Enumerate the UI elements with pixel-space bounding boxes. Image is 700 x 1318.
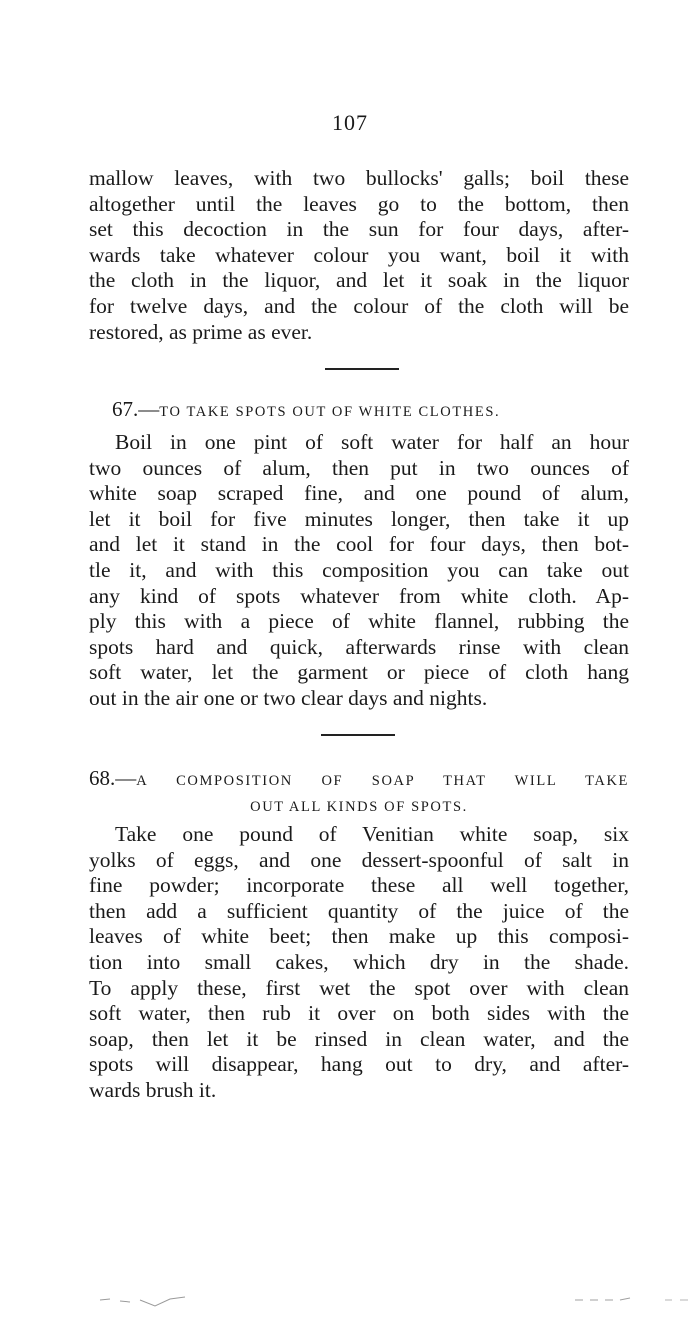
continued-paragraph [89,166,629,345]
section-68-title-line2: OUT ALL KINDS OF SPOTS. [250,799,468,815]
text-line: soft water, then rub it over on both sides with the [89,1001,629,1026]
text-line: spots will disappear, hang out to dry, and after- [89,1052,629,1077]
text-line: restored, as prime as ever. [89,319,313,344]
section-68-title-line1: A COMPOSITION OF SOAP THAT WILL TAKE [136,773,629,789]
text-line: white soap scraped fine, and one pound of alum, [89,481,629,506]
page-number: 107 [332,110,368,135]
text-line: Boil in one pint of soft water for half an hour [115,430,629,454]
text-line: Take one pound of Venitian white soap, six [115,822,629,846]
section-67-body [89,430,629,712]
section-68-heading-line1 [89,765,629,794]
section-67-title: TO TAKE SPOTS OUT OF WHITE CLOTHES. [159,404,501,420]
text-line: for twelve days, and the colour of the cloth will be [89,293,629,318]
text-line: the cloth in the liquor, and let it soak in the liquor [89,268,629,293]
section-68-heading [89,765,629,820]
text-line: mallow leaves, with two bullocks' galls; boil these [89,166,629,190]
text-line: To apply these, first wet the spot over with clean [89,975,629,1000]
text-line: then add a sufficient quantity of the juice of the [89,898,629,923]
section-67-number: 67.— [112,397,160,421]
text-line: wards take whatever colour you want, boil it with [89,242,629,267]
text-line: soap, then let it be rinsed in clean water, and the [89,1026,629,1051]
text-line: and let it stand in the cool for four days, then bot- [89,532,629,557]
text-line: two ounces of alum, then put in two ounces of [89,455,629,480]
text-line: spots hard and quick, afterwards rinse with clean [89,634,629,659]
text-line: tion into small cakes, which dry in the shade. [89,949,629,974]
text-line: soft water, let the garment or piece of cloth hang [89,660,629,685]
section-68-number: 68.— [89,766,137,790]
text-line: yolks of eggs, and one dessert-spoonful of salt in [89,847,629,872]
text-line: out in the air one or two clear days and nights. [89,685,488,710]
text-line: altogether until the leaves go to the bottom, then [89,191,629,216]
text-line: let it boil for five minutes longer, then take it up [89,506,629,531]
text-line: leaves of white beet; then make up this composi- [89,924,629,949]
section-67-heading [112,396,612,425]
section-68-body [89,822,629,1104]
text-line: fine powder; incorporate these all well together, [89,873,629,898]
text-line: tle it, and with this composition you can take out [89,557,629,582]
section-divider [325,368,399,370]
text-line: any kind of spots whatever from white cloth. Ap- [89,583,629,608]
text-line: set this decoction in the sun for four days, after- [89,217,629,242]
section-divider [321,734,395,736]
text-line: wards brush it. [89,1077,217,1102]
text-line: ply this with a piece of white flannel, rubbing the [89,609,629,634]
scan-specks [0,1290,700,1310]
